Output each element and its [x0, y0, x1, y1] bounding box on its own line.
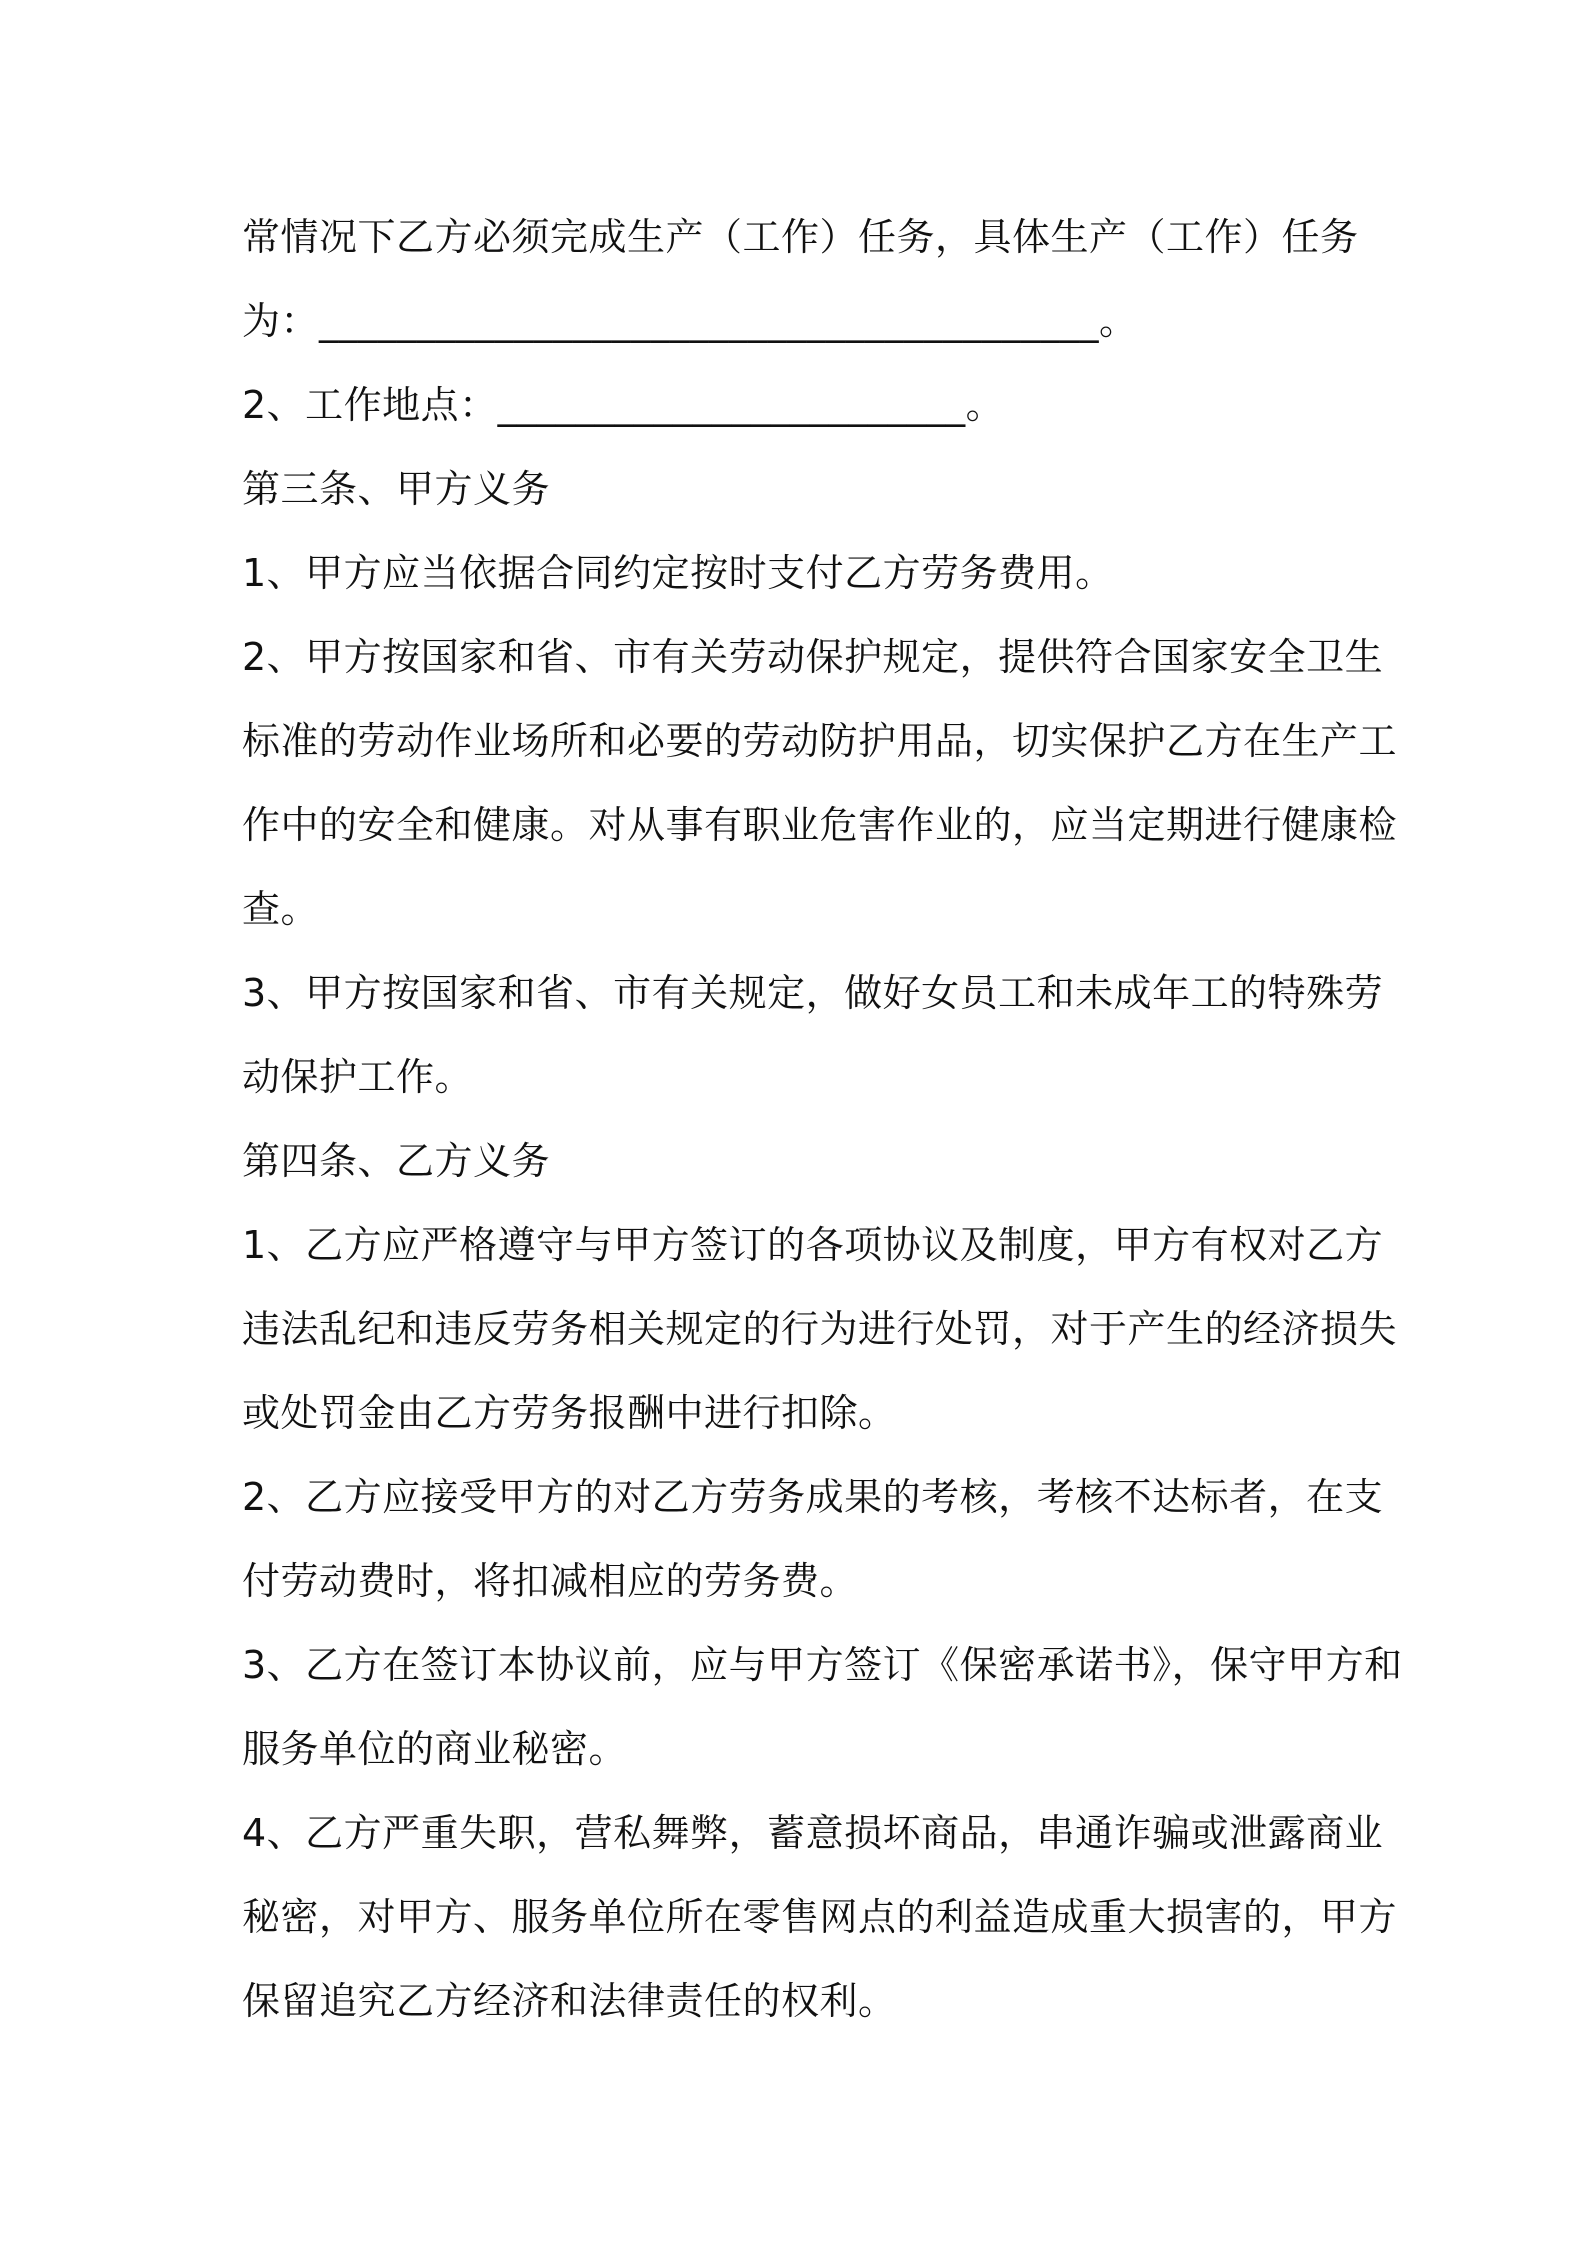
text-line: 查。	[242, 887, 320, 931]
text-line: 4、乙方严重失职，营私舞弊，蓄意损坏商品，串通诈骗或泄露商业	[242, 1811, 1384, 1855]
text-line: 服务单位的商业秘密。	[242, 1727, 628, 1771]
text-line: 3、甲方按国家和省、市有关规定，做好女员工和未成年工的特殊劳	[242, 971, 1384, 1015]
text-line: 为：________________________________________。	[242, 299, 1138, 343]
text-line: 付劳动费时，将扣减相应的劳务费。	[242, 1559, 859, 1603]
text-line: 2、乙方应接受甲方的对乙方劳务成果的考核，考核不达标者，在支	[242, 1475, 1384, 1519]
section-heading: 第三条、甲方义务	[242, 467, 551, 511]
text-line: 或处罚金由乙方劳务报酬中进行扣除。	[242, 1391, 897, 1435]
text-line: 标准的劳动作业场所和必要的劳动防护用品，切实保护乙方在生产工	[242, 719, 1398, 763]
document-page	[242, 195, 1403, 2043]
text-line: 秘密，对甲方、服务单位所在零售网点的利益造成重大损害的，甲方	[242, 1895, 1398, 1939]
text-line: 1、甲方应当依据合同约定按时支付乙方劳务费用。	[242, 551, 1114, 595]
text-line: 2、甲方按国家和省、市有关劳动保护规定，提供符合国家安全卫生	[242, 635, 1384, 679]
text-line: 常情况下乙方必须完成生产（工作）任务，具体生产（工作）任务	[242, 215, 1359, 259]
text-line: 违法乱纪和违反劳务相关规定的行为进行处罚，对于产生的经济损失	[242, 1307, 1398, 1351]
text-line: 3、乙方在签订本协议前，应与甲方签订《保密承诺书》，保守甲方和	[242, 1643, 1403, 1687]
text-line: 1、乙方应严格遵守与甲方签订的各项协议及制度，甲方有权对乙方	[242, 1223, 1384, 1267]
text-line: 动保护工作。	[242, 1055, 474, 1099]
section-heading: 第四条、乙方义务	[242, 1139, 551, 1183]
text-line: 作中的安全和健康。对从事有职业危害作业的，应当定期进行健康检	[242, 803, 1398, 847]
text-line: 2、工作地点：________________________。	[242, 383, 1005, 427]
text-line: 保留追究乙方经济和法律责任的权利。	[242, 1979, 897, 2023]
